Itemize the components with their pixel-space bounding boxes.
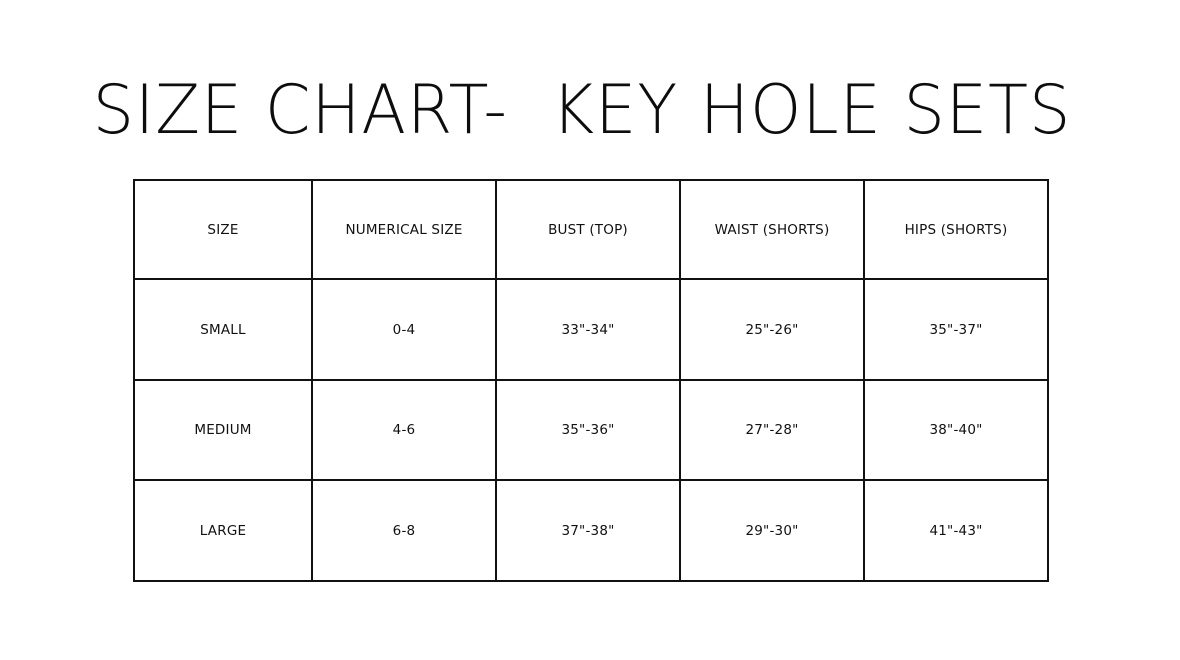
- table-cell: 41"-43": [864, 480, 1048, 581]
- table-header-row: [134, 180, 1048, 279]
- size-label-cell: MEDIUM: [134, 380, 312, 481]
- table-cell: 33"-34": [496, 279, 680, 380]
- column-header: BUST (TOP): [496, 180, 680, 279]
- table-row: [134, 480, 1048, 581]
- table-cell: 27"-28": [680, 380, 864, 481]
- table-cell: 4-6: [312, 380, 496, 481]
- column-header: HIPS (SHORTS): [864, 180, 1048, 279]
- size-label-cell: SMALL: [134, 279, 312, 380]
- column-header: WAIST (SHORTS): [680, 180, 864, 279]
- table-cell: 38"-40": [864, 380, 1048, 481]
- table-cell: 35"-37": [864, 279, 1048, 380]
- table-row: [134, 380, 1048, 481]
- size-chart-table: [133, 179, 1049, 582]
- table-cell: 6-8: [312, 480, 496, 581]
- column-header: NUMERICAL SIZE: [312, 180, 496, 279]
- table-row: [134, 279, 1048, 380]
- table-cell: 37"-38": [496, 480, 680, 581]
- table-cell: 29"-30": [680, 480, 864, 581]
- table-cell: 0-4: [312, 279, 496, 380]
- page-title: SIZE CHART- KEY HOLE SETS: [92, 71, 1072, 150]
- table-cell: 25"-26": [680, 279, 864, 380]
- size-label-cell: LARGE: [134, 480, 312, 581]
- column-header: SIZE: [134, 180, 312, 279]
- table-cell: 35"-36": [496, 380, 680, 481]
